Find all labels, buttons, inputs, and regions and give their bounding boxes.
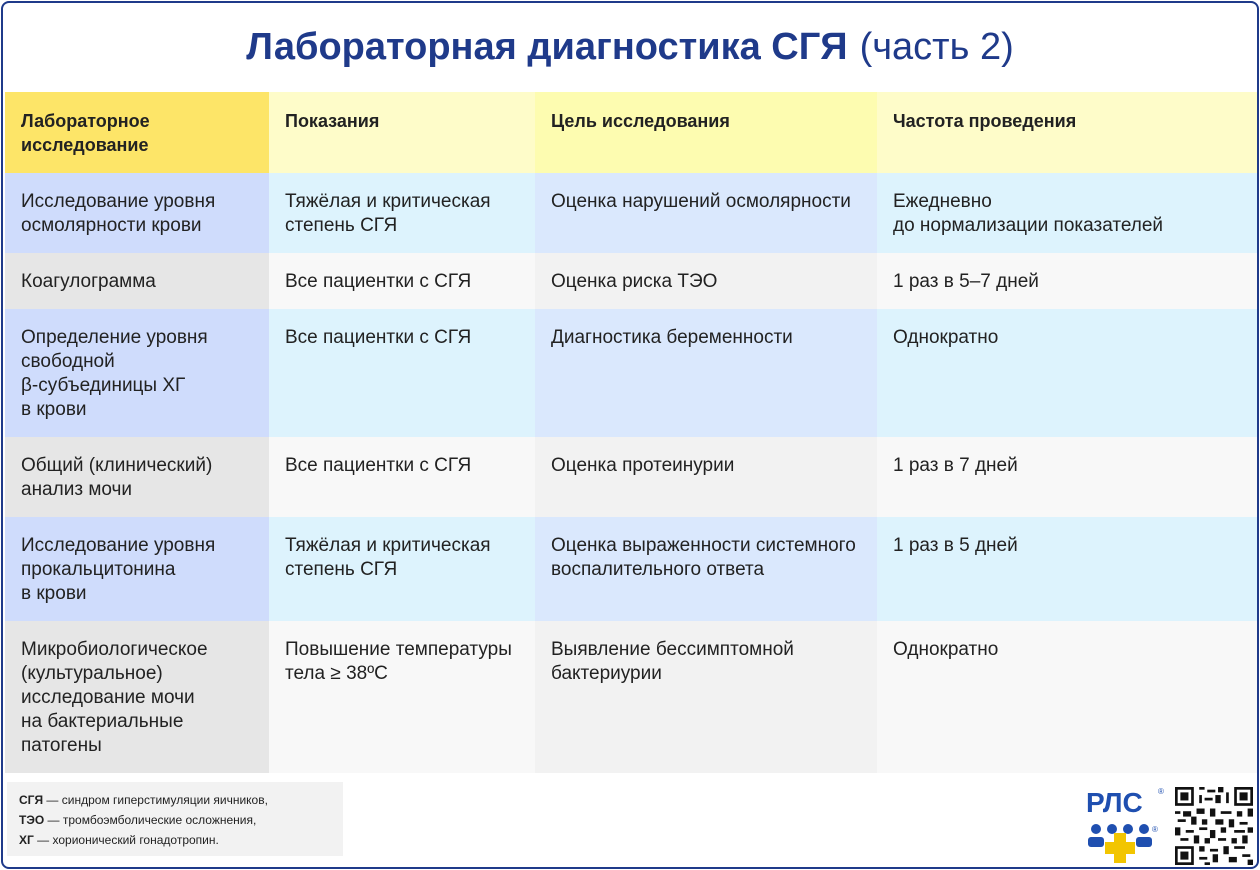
title-part: (часть 2) [859, 26, 1014, 68]
diagnostics-table [5, 92, 1257, 773]
table-cell: Выявление бессимптомной бактериурии [535, 621, 877, 773]
table-cell: Коагулограмма [5, 253, 269, 309]
table-cell: 1 раз в 7 дней [877, 437, 1257, 517]
header-cell: Частота проведения [877, 92, 1257, 173]
header-cell: Лабораторное исследование [5, 92, 269, 173]
table-cell: Все пациентки с СГЯ [269, 437, 535, 517]
logo-registered-mark-small: ® [1152, 825, 1158, 834]
table-cell: Оценка нарушений осмолярности [535, 173, 877, 253]
legend-abbr: ХГ [19, 833, 34, 847]
table-cell: 1 раз в 5 дней [877, 517, 1257, 621]
table-cell: 1 раз в 5–7 дней [877, 253, 1257, 309]
table-cell: Диагностика беременности [535, 309, 877, 437]
logo-registered-mark: ® [1158, 787, 1164, 796]
table-cell: Исследование уровня осмолярности крови [5, 173, 269, 253]
table-cell: Однократно [877, 621, 1257, 773]
qr-code-icon [1175, 787, 1253, 865]
table-cell: Оценка риска ТЭО [535, 253, 877, 309]
table-cell: Исследование уровня прокальцитонина в крови [5, 517, 269, 621]
table-cell: Микробиологическое (культуральное) исследование мочи на бактериальные патогены [5, 621, 269, 773]
table-cell: Все пациентки с СГЯ [269, 309, 535, 437]
logo-text: РЛС [1086, 787, 1143, 818]
table-cell: Однократно [877, 309, 1257, 437]
table-cell: Ежедневно до нормализации показателей [877, 173, 1257, 253]
legend-text: — тромбоэмболические осложнения, [44, 813, 257, 827]
rls-logo [1086, 787, 1166, 863]
table-cell: Оценка протеинурии [535, 437, 877, 517]
header-cell: Показания [269, 92, 535, 173]
table-cell: Тяжёлая и критическая степень СГЯ [269, 173, 535, 253]
table-cell: Все пациентки с СГЯ [269, 253, 535, 309]
legend-line [19, 810, 331, 830]
legend-text: — хорионический гонадотропин. [33, 833, 219, 847]
table-cell: Оценка выраженности системного воспалительного ответа [535, 517, 877, 621]
legend-text: — синдром гиперстимуляции яичников, [43, 793, 268, 807]
page-title [3, 3, 1257, 92]
table-cell: Определение уровня свободной β-субъединицы ХГ в крови [5, 309, 269, 437]
legend-abbr: СГЯ [19, 793, 44, 807]
legend-abbr: ТЭО [19, 813, 45, 827]
abbreviations-legend [7, 782, 343, 856]
table-cell: Общий (клинический) анализ мочи [5, 437, 269, 517]
header-cell: Цель исследования [535, 92, 877, 173]
infographic-frame [1, 1, 1259, 869]
table-cell: Повышение температуры тела ≥ 38ºС [269, 621, 535, 773]
table-cell: Тяжёлая и критическая степень СГЯ [269, 517, 535, 621]
title-main: Лабораторная диагностика СГЯ [246, 26, 848, 68]
legend-line [19, 830, 331, 850]
legend-line [19, 790, 331, 810]
